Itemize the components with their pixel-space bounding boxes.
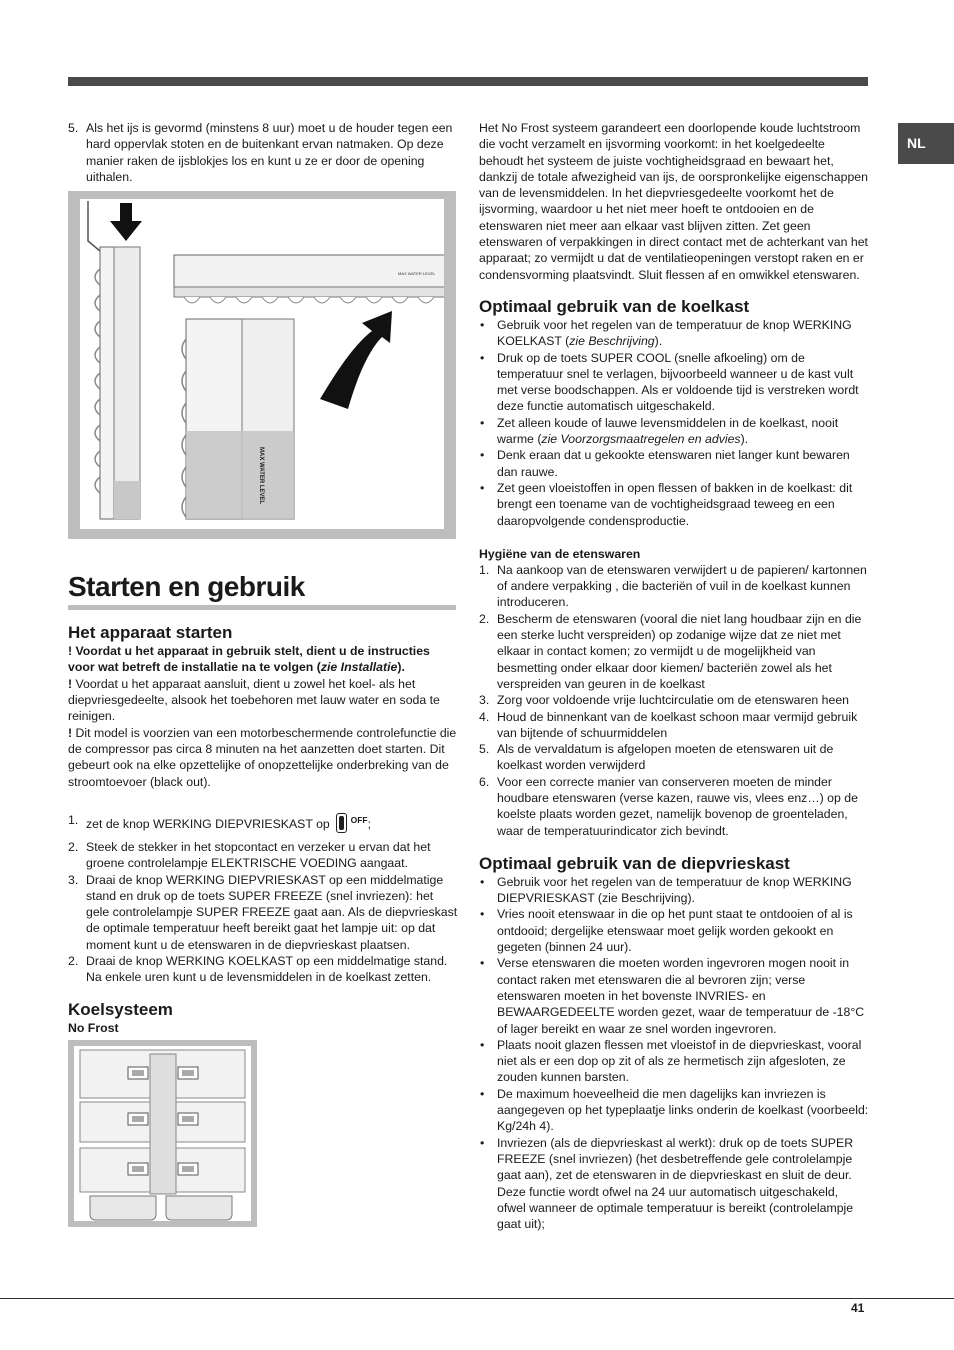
warning-cleaning xyxy=(68,676,458,725)
list-item: • De maximum hoeveelheid die men dagelijks kan invriezen is aangegeven op het typeplaatje links onderin de koelkast (voorbeeld: Kg/24h 4). xyxy=(479,1086,869,1135)
item-text: Houd de binnenkant van de koelkast schoon maar vermijd gebruik van bijtende of schuurmiddelen xyxy=(497,709,858,740)
list-item xyxy=(479,317,869,350)
list-item: • Druk op de toets SUPER COOL (snelle afkoeling) om de temperatuur snel te verlagen, bijvoorbeeld wanneer u de kast vult met verse boodschappen. Als er voldoende tijd is verstreken wordt deze functie automatisch uitgeschakeld. xyxy=(479,350,869,415)
list-item: • Denk eraan dat u gekookte etenswaren niet langer kunt bewaren dan rauwe. xyxy=(479,447,869,480)
item-number: 6. xyxy=(479,774,490,789)
step-text: Draai de knop WERKING KOELKAST op een middelmatige stand. Na enkele uren kunt u de levensmiddelen in de koelkast zetten. xyxy=(86,954,448,985)
warning-ref: zie Installatie xyxy=(320,660,398,675)
list-item: • Gebruik voor het regelen van de temperatuur de knop WERKING DIEPVRIESKAST (zie Beschrijving). xyxy=(479,874,869,907)
warning-mark: ! xyxy=(68,725,73,740)
item-number: 5. xyxy=(479,742,490,757)
item-number: 3. xyxy=(479,693,490,708)
item-tail: ). xyxy=(740,432,749,447)
no-frost-intro: Het No Frost systeem garandeert een doorlopende koude luchtstroom die vocht verzamelt en ijsvorming voorkomt: in het koelgedeelte behoudt het systeem de juiste vochtigheidsgraad en bewaart het, dankzij de totale afwezigheid van ijs, de oorspronkelijke eigenschappen van de levensmiddelen. In het diepvriesgedeelte voorkomt het de ijsvorming, waardoor u het niet meer hoeft te ontdooien en de etenswaren niet meer aan elkaar vast blijven zitten. Zet geen etenswaren of verpakkingen in direct contact met de achterkant van het apparaat; zo vermijdt u dat de ventilatieopeningen verstopt raken en er condensvorming plaatsvindt. Sluit flessen af en omwikkel etenswaren. xyxy=(479,121,868,282)
list-item: • Vries nooit etenswaar in die op het punt staat te ontdooien of al is ontdooid; dergelijke etenswaar moet gelijk worden gekookt en gegeten (binnen 24 uur). xyxy=(479,906,869,955)
warning-text: ! Voordat u het apparaat in gebruik stelt, dient u de instructies voor wat betreft de installatie na te volgen ( xyxy=(68,644,430,675)
item-text: Zorg voor voldoende vrije luchtcirculatie om de etenswaren heen xyxy=(497,693,850,708)
koelkast-list xyxy=(479,317,869,529)
list-item: • Invriezen (als de diepvrieskast al werkt): druk op de toets SUPER FREEZE (snel invriezen) (het desbetreffende gele controlelampje gaat aan), zet de etenswaren in de diepvrieskast en sluit de deur. Deze functie wordt ofwel na 24 uur automatisch uitgeschakeld, ofwel wanneer de optimale temperatuur is bereikt (controlelampje gaat uit); xyxy=(479,1135,869,1233)
step-text: Steek de stekker in het stopcontact en verzeker u ervan dat het groene controlelampje ELEKTRISCHE VOEDING aangaat. xyxy=(86,839,431,871)
hygiene-heading: Hygiëne van de etenswaren xyxy=(479,546,641,561)
list-item xyxy=(479,611,869,692)
item-number: 4. xyxy=(479,709,490,724)
start-steps xyxy=(68,812,458,986)
fridge-shelves-illustration xyxy=(68,1040,257,1227)
list-item xyxy=(68,812,458,833)
language-tab: NL xyxy=(898,123,954,164)
item-ref: zie Beschrijving xyxy=(569,334,655,349)
warning-compressor xyxy=(68,725,458,790)
left-column xyxy=(68,120,458,1227)
hygiene-list xyxy=(479,562,869,839)
footer-rule xyxy=(0,1298,954,1299)
item-tail: ). xyxy=(654,334,663,349)
no-frost-figure xyxy=(68,1040,257,1227)
down-arrow-icon xyxy=(110,203,142,241)
section-title: Starten en gebruik xyxy=(68,571,305,603)
off-label: OFF xyxy=(350,814,368,825)
step-number: 1. xyxy=(68,812,79,827)
list-item xyxy=(68,839,458,872)
list-item xyxy=(68,872,458,953)
step-5 xyxy=(68,120,458,185)
diepvries-heading: Optimaal gebruik van de diepvrieskast xyxy=(479,853,790,873)
list-item: • Plaats nooit glazen flessen met vloeistof in de diepvrieskast, vooral niet als er een dop op zit of als ze hermetisch zijn afgesloten, ze zouden kunnen barsten. xyxy=(479,1037,869,1086)
item-number: 2. xyxy=(479,611,490,626)
ice-tray-illustration xyxy=(80,199,444,529)
list-item xyxy=(479,709,869,742)
start-heading: Het apparaat starten xyxy=(68,623,233,643)
step-number: 3. xyxy=(68,872,79,887)
koelsysteem-heading: Koelsysteem xyxy=(68,999,173,1019)
list-item xyxy=(479,692,869,708)
warning-text: Dit model is voorzien van een motorbeschermende controlefunctie die de compressor pas circa 8 minuten na het aanzetten doet starten. Dit gebeurt ook na elke opzettelijke of onopzettelijke onderbreking van de stroomtoevoer (black out). xyxy=(68,725,457,789)
max-water-level-label: MAX WATER LEVEL xyxy=(258,447,264,505)
warning-mark: ! xyxy=(68,676,73,691)
item-text: Als de vervaldatum is afgelopen moeten de etenswaren uit de koelkast worden verwijderd xyxy=(497,742,834,773)
figure-canvas xyxy=(80,199,444,529)
step-number: 2. xyxy=(68,954,79,969)
rotate-arrow-icon xyxy=(320,311,392,409)
item-text: Na aankoop van de etenswaren verwijdert u de papieren/ kartonnen of andere verpakking , die bacteriën of vuil in de koelkast kunnen introduceren. xyxy=(497,562,867,610)
warning-tail: ). xyxy=(397,660,405,675)
page-number: 41 xyxy=(851,1301,865,1315)
item-text: Bescherm de etenswaren (vooral die niet lang houdbaar zijn en die een sterke lucht verspreiden) op zodanige wijze dat ze niet met elkaar in contact komen; zo vermijdt u de mogelijkheid van besmetting onder elkaar door kiemen/ bacteriën zowel als het verspreiden van geuren in de koelkast xyxy=(497,611,862,691)
max-water-level-label-small: MAX WATER LEVEL xyxy=(398,271,436,277)
item-text: Gebruik voor het regelen van de temperatuur de knop WERKING KOELKAST ( xyxy=(497,317,852,349)
ice-tray-figure xyxy=(68,191,456,539)
step-text: zet de knop WERKING DIEPVRIESKAST op xyxy=(86,816,330,831)
warning-installation xyxy=(68,643,458,676)
warning-text: Voordat u het apparaat aansluit, dient u zowel het koel- als het diepvriesgedeelte, alsook het toebehoren met lauw water en soda te reinigen. xyxy=(68,676,440,724)
diepvries-list xyxy=(479,874,869,1233)
list-item: • Verse etenswaren die moeten worden ingevroren mogen nooit in contact raken met etenswaren die al bevroren zijn; verse etenswaren moeten in het bovenste INVRIES- en BEWAARGEDEELTE worden gezet, waar de temperatuur de -18°C of lager bereikt en waar ze snel worden ingevroren. xyxy=(479,955,869,1036)
knob-off-icon xyxy=(336,813,347,833)
list-item xyxy=(479,562,869,611)
step-tail: ; xyxy=(367,816,372,831)
koelkast-heading: Optimaal gebruik van de koelkast xyxy=(479,296,750,316)
item-text: Zet alleen koude of lauwe levensmiddelen in de koelkast, nooit warme ( xyxy=(497,415,839,447)
item-number: 1. xyxy=(479,562,490,577)
list-item xyxy=(68,953,458,986)
no-frost-subheading: No Frost xyxy=(68,1020,119,1035)
right-column xyxy=(479,120,869,1232)
step-text: Draai de knop WERKING DIEPVRIESKAST op een middelmatige stand en druk op de toets SUPER FREEZE (snel invriezen): het gele controlelampje SUPER FREEZE gaat aan. Als de diepvrieskast de optimale temperatuur heeft bereikt gaat het lampje uit: op dat moment kunt u de etenswaren in de diepvrieskast plaatsen. xyxy=(86,872,458,952)
list-item xyxy=(479,415,869,448)
list-item: • Zet geen vloeistoffen in open flessen of bakken in de koelkast: dit brengt een toename van de vochtigheidsgraad teweeg en een daaropvolgende condensproductie. xyxy=(479,480,869,529)
top-rule xyxy=(68,77,868,86)
step-number: 5. xyxy=(68,121,79,135)
list-item xyxy=(479,774,869,839)
step-text: Als het ijs is gevormd (minstens 8 uur) moet u de houder tegen een hard oppervlak stoten en de buitenkant ervan natmaken. Op deze manier raken de ijsblokjes los en kunt u ze er door de opening uithalen. xyxy=(86,121,453,184)
item-ref: zie Voorzorgsmaatregelen en advies xyxy=(541,432,741,447)
item-text: Voor een correcte manier van conserveren moeten de minder houdbare etenswaren (verse kazen, rauwe vis, vlees enz…) op de koelste plaats worden gezet, namelijk bovenop de groenteladen, waar de temperatuurindicator zich bevindt. xyxy=(497,774,858,838)
list-item xyxy=(479,741,869,774)
step-number: 2. xyxy=(68,839,79,854)
